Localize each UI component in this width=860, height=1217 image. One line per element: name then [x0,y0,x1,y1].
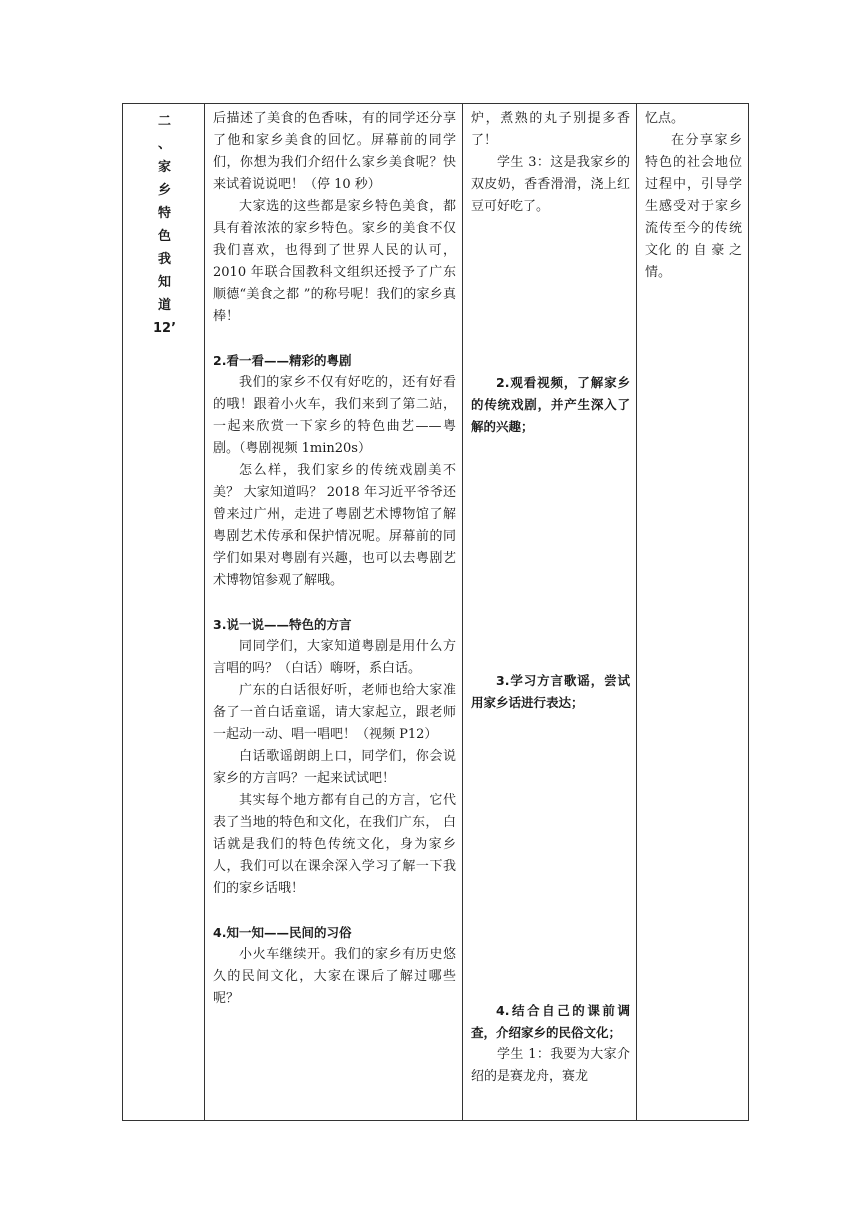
teacher-paragraph: 后描述了美食的色香味，有的同学还分享了他和家乡美食的回忆。屏幕前的同学们，你想为我们介绍什么家乡美食呢？快来试着说说吧！（停 10 秒） [213,111,456,192]
stage-char: 、 [157,137,171,152]
student-paragraph: 学生 3：这是我家乡的双皮奶，香香滑滑，浇上红豆可好吃了。 [471,155,630,214]
intent-paragraph: 忆点。 [645,111,685,126]
design-intent-cell [637,104,749,1121]
teacher-activity-cell [205,104,463,1121]
stage-cell [123,104,205,1121]
teacher-paragraph: 大家选的这些都是家乡特色美食，都具有着浓浓的家乡特色。家乡的美食不仅我们喜欢，也得到了世界人民的认可，2010 年联合国教科文组织还授予了广东顺德“美食之都 ”的称号呢！我们的家乡真棒！ [213,199,456,324]
stage-duration: 12’ [152,321,177,336]
intent-paragraph: 在分享家乡特色的社会地位过程中，引导学生感受对于家乡流传至今的传统文化 的 自 豪 之情。 [645,133,742,280]
teacher-paragraph: 广东的白话很好听，老师也给大家准备了一首白话童谣，请大家起立，跟老师一起动一动、唱一唱吧！（视频 P12） [213,683,456,742]
stage-title [131,108,198,340]
teacher-paragraph: 小火车继续开。我们的家乡有历史悠久的民间文化，大家在课后了解过哪些呢？ [213,947,456,1006]
stage-char: 特 [157,206,171,221]
stage-char: 色 [157,229,171,244]
section-heading-dialect: 3.说一说——特色的方言 [213,617,352,632]
stage-char: 乡 [157,183,171,198]
student-activity-cell [463,104,637,1121]
lesson-plan-table [122,103,749,1121]
stage-char: 道 [157,298,171,313]
teacher-paragraph: 怎么样，我们家乡的传统戏剧美不美？ 大家知道吗？ 2018 年习近平爷爷还曾来过广州，走进了粤剧艺术博物馆了解粤剧艺术传承和保护情况呢。屏幕前的同学们如果对粤剧有兴趣，也可以去粤剧艺术博物馆参观了解哦。 [213,463,456,588]
section-heading-opera: 2.看一看——精彩的粤剧 [213,353,352,368]
teacher-paragraph: 白话歌谣朗朗上口，同学们，你会说家乡的方言吗？一起来试试吧！ [213,749,456,786]
section-heading-customs: 4.知一知——民间的习俗 [213,925,352,940]
stage-char: 家 [157,160,171,175]
student-goal-dialect: 3.学习方言歌谣，尝试用家乡话进行表达； [471,673,630,710]
teacher-paragraph: 我们的家乡不仅有好吃的，还有好看的哦！跟着小火车，我们来到了第二站，一起来欣赏一下家乡的特色曲艺——粤剧。（粤剧视频 1min20s） [213,375,456,456]
student-goal-customs: 4.结合自己的课前调查，介绍家乡的民俗文化； [471,1003,630,1040]
teacher-paragraph: 其实每个地方都有自己的方言，它代表了当地的特色和文化，在我们广东， 白话就是我们的特色传统文化，身为家乡人，我们可以在课余深入学习了解一下我们的家乡话哦！ [213,793,456,896]
table-row [123,104,749,1121]
stage-char: 二 [157,114,171,129]
teacher-paragraph: 同同学们，大家知道粤剧是用什么方言唱的吗？（白话）嗨呀，系白话。 [213,639,456,676]
student-goal-opera: 2.观看视频，了解家乡的传统戏剧，并产生深入了解的兴趣； [471,375,630,434]
stage-char: 知 [157,275,171,290]
student-paragraph: 学生 1：我要为大家介绍的是赛龙舟，赛龙 [471,1047,630,1084]
student-paragraph: 炉，煮熟的丸子别提多香了！ [471,111,630,148]
stage-char: 我 [157,252,171,267]
